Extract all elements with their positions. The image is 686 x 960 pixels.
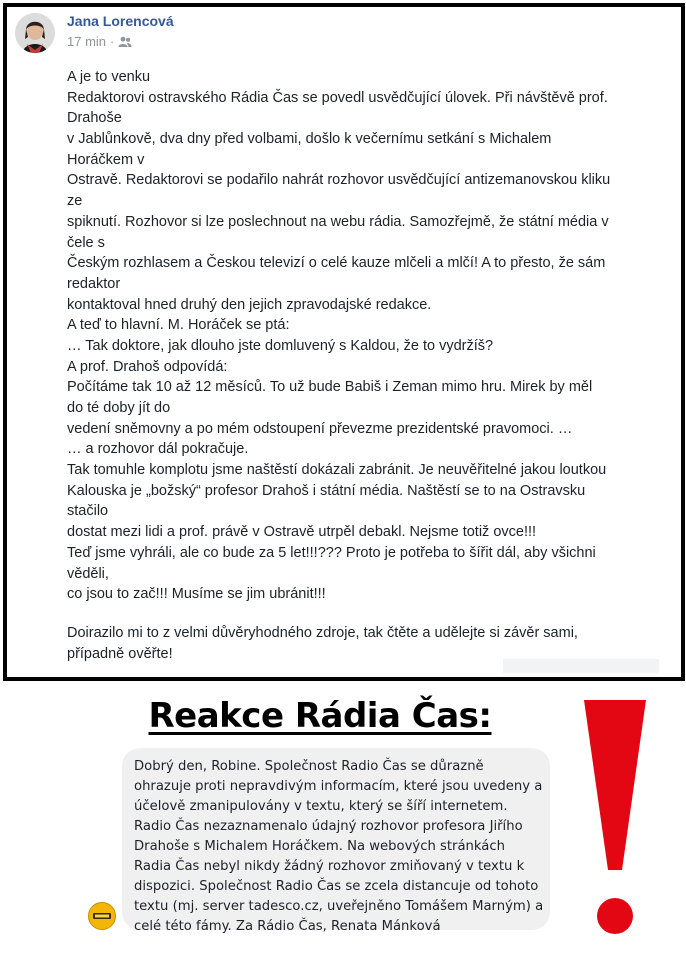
post-line: … Tak doktore, jak dlouho jste domluvený s Kaldou, že to vydržíš? [67,337,494,354]
post-reaction-bar [503,659,659,673]
post-line: případně ověřte! [67,645,173,662]
message-line: ohrazuje proti nepravdivým informacím, které jsou uvedeny a [134,779,543,794]
message-line: účelově zmanipulovány v textu, který se šíří internetem. [134,799,508,814]
friends-icon[interactable] [118,36,132,48]
facebook-post [3,3,685,681]
post-line: Doirazilo mi to z velmi důvěryhodného zdroje, tak čtěte a udělejte si závěr sami, [67,624,578,641]
post-line: ze [67,193,83,210]
message-line: Radio Čas nezaznamenalo údajný rozhovor profesora Jiřího [134,819,523,834]
post-time[interactable]: 17 min [67,34,107,49]
post-line: věděli, [67,565,109,582]
post-line: Kalouska je „božský“ profesor Drahoš i státní média. Naštěstí se to na Ostravsku [67,482,586,499]
meta-separator: · [110,34,115,49]
post-line: Horáčkem v [67,151,145,168]
message-text [134,757,543,937]
post-line: kontaktoval hned druhý den jejich zpravodajské redakce. [67,296,432,313]
post-line: A prof. Drahoš odpovídá: [67,358,228,375]
author-avatar[interactable] [15,13,55,53]
radio-cas-avatar[interactable] [88,902,116,930]
post-line: vedení sněmovny a po mém odstoupení převezme prezidentské pravomoci. … [67,420,573,437]
post-line: Tak tomuhle komplotu jsme naštěstí dokázali zabránit. Je neuvěřitelné jakou loutkou [67,462,607,479]
message-line: Drahoše s Michalem Horáčkem. Na webových stránkách [134,839,506,854]
message-line: Radia Čas nebyl nikdy žádný rozhovor zmiňovaný v textu k [134,859,525,874]
post-line: A teď to hlavní. M. Horáček se ptá: [67,317,290,334]
post-line: Počítáme tak 10 až 12 měsíců. To už bude Babiš i Zeman mimo hru. Mirek by měl [67,379,593,396]
post-meta [67,34,132,49]
post-line: co jsou to zač!!! Musíme se jim ubránit!!! [67,586,326,603]
message-line: celé této fámy. Za Rádio Čas, Renata Mánková [134,919,441,934]
message-line: Dobrý den, Robine. Společnost Radio Čas se důrazně [134,759,484,774]
post-line: stačilo [67,503,109,520]
post-line: Českým rozhlasem a Českou televizí o celé kauze mlčeli a mlčí! A to přesto, že sám [67,255,606,272]
post-line: Drahoše [67,110,122,127]
post-line: A je to venku [67,69,151,85]
post-line: spiknutí. Rozhovor si lze poslechnout na webu rádia. Samozřejmě, že státní média v [67,213,609,230]
message-bubble [122,748,550,934]
message-line: dispozici. Společnost Radio Čas se zcela distancuje od tohoto [134,879,539,894]
post-line: do té doby jít do [67,400,171,416]
post-line: Teď jsme vyhráli, ale co bude za 5 let!!!??? Proto je potřeba to šířit dál, aby všichni [67,544,596,561]
post-line: čele s [67,234,105,251]
post-line: v Jablůnkově, dva dny před volbami, došlo k večernímu setkání s Michalem [67,131,552,148]
post-text [67,67,667,664]
reaction-heading: Reakce Rádia Čas: [148,696,492,736]
post-line: dostat mezi lidi a prof. právě v Ostravě utrpěl debakl. Nejsme totiž ovce!!! [67,524,537,541]
message-line: textu (mj. server tadesco.cz, uveřejněno Tomášem Marným) a [134,899,544,914]
post-line: Redaktorovi ostravského Rádia Čas se povedl usvědčující úlovek. Při návštěvě prof. [67,89,608,106]
post-line: Ostravě. Redaktorovi se podařilo nahrát rozhovor usvědčující antizemanovskou kliku [67,172,611,189]
exclamation-icon [580,700,650,940]
author-name[interactable]: Jana Lorencová [67,13,174,29]
post-line: … a rozhovor dál pokračuje. [67,441,249,458]
post-line: redaktor [67,275,121,292]
